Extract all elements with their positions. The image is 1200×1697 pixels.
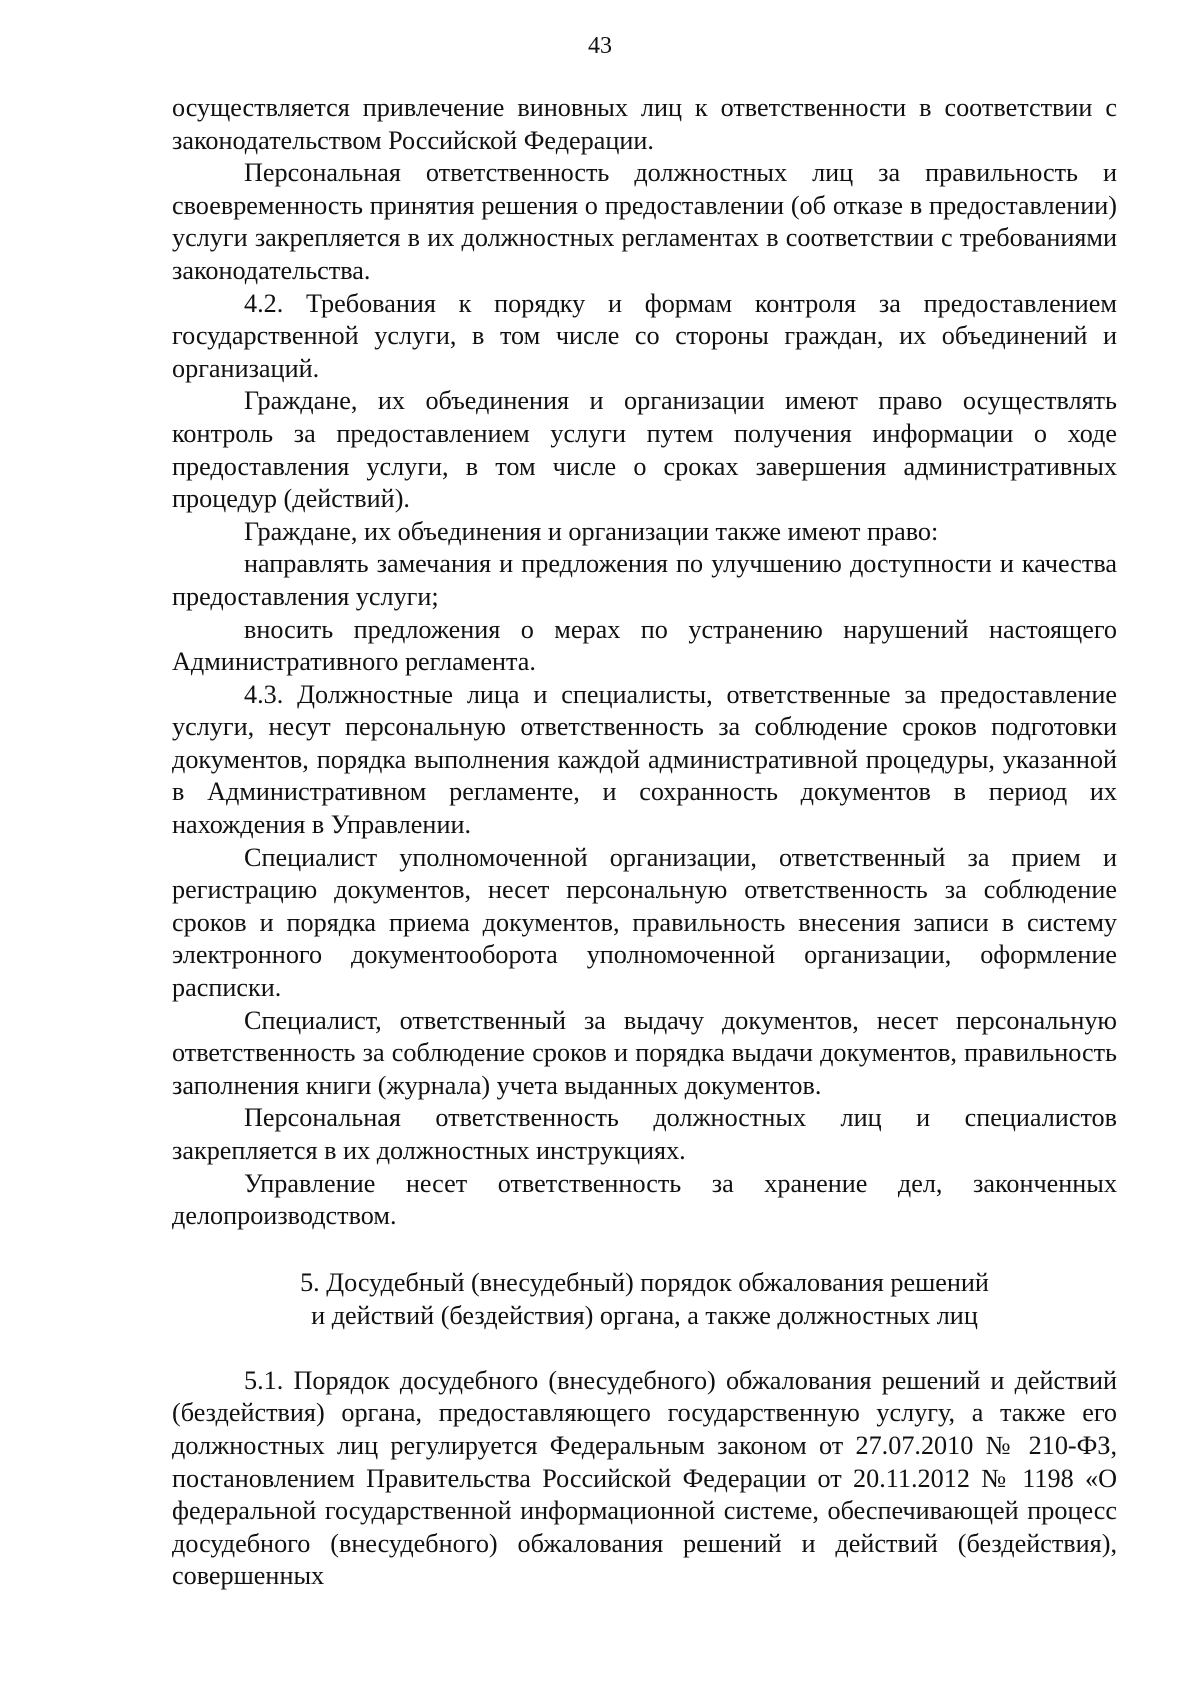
paragraph-4-3: 4.3. Должностные лица и специалисты, ответственные за предоставление услуги, несут персональную ответственность за соблюдение сроков подготовки документов, порядка выполнения каждой административной процедуры, указанной в Административном регламенте, и сохранность документов в период их нахождения в Управлении.	[172, 679, 1117, 840]
paragraph-continuation: осуществляется привлечение виновных лиц к ответственности в соответствии с законодательством Российской Федерации.	[172, 93, 1117, 155]
paragraph-propose-measures: вносить предложения о мерах по устранению нарушений настоящего Административного регламента.	[172, 614, 1117, 677]
paragraph-specialist-issuance: Специалист, ответственный за выдачу документов, несет персональную ответственность за соблюдение сроков и порядка выдачи документов, правильность заполнения книги (журнала) учета выданных документов.	[172, 1005, 1117, 1100]
paragraph-personal-responsibility: Персональная ответственность должностных лиц за правильность и своевременность принятия решения о предоставлении (об отказе в предоставлении) услуги закрепляется в их должностных регламентах в соответствии с требованиями законодательства.	[172, 158, 1117, 285]
page-number: 43	[588, 33, 612, 59]
paragraph-5-1: 5.1. Порядок досудебного (внесудебного) обжалования решений и действий (бездействия) органа, предоставляющего государственную услугу, а также его должностных лиц регулируется Федеральным законом от 27.07.2010 № 210-ФЗ, постановлением Правительства Российской Федерации от 20.11.2012 № 1198 «О федеральной государственной информационной системе, обеспечивающей процесс досудебного (внесудебного) обжалования решений и действий (бездействия), совершенных	[172, 1365, 1117, 1591]
section-heading	[172, 1266, 1117, 1332]
spacer	[172, 1332, 1117, 1365]
section-heading-line-1: 5. Досудебный (внесудебный) порядок обжалования решений	[300, 1267, 989, 1297]
paragraph-4-2: 4.2. Требования к порядку и формам контроля за предоставлением государственной услуги, в том числе со стороны граждан, их объединений и организаций.	[172, 288, 1117, 383]
paragraph-send-remarks: направлять замечания и предложения по улучшению доступности и качества предоставления услуги;	[172, 549, 1117, 611]
paragraph-storage: Управление несет ответственность за хранение дел, законченных делопроизводством.	[172, 1168, 1117, 1231]
paragraph-citizens-rights: Граждане, их объединения и организации также имеют право:	[244, 516, 939, 546]
paragraph-specialist-registration: Специалист уполномоченной организации, ответственный за прием и регистрацию документов, несет персональную ответственность за соблюдение сроков и порядка приема документов, правильность внесения записи в систему электронного документооборота уполномоченной организации, оформление расписки.	[172, 842, 1117, 1003]
document-body	[172, 92, 1117, 1593]
paragraph-instructions: Персональная ответственность должностных лиц и специалистов закрепляется в их должностных инструкциях.	[172, 1103, 1117, 1165]
section-heading-line-2: и действий (бездействия) органа, а также должностных лиц	[311, 1300, 978, 1330]
paragraph-citizens-control: Граждане, их объединения и организации имеют право осуществлять контроль за предоставлением услуги путем получения информации о ходе предоставления услуги, в том числе о сроках завершения административных процедур (действий).	[172, 386, 1117, 514]
spacer	[172, 1233, 1117, 1266]
